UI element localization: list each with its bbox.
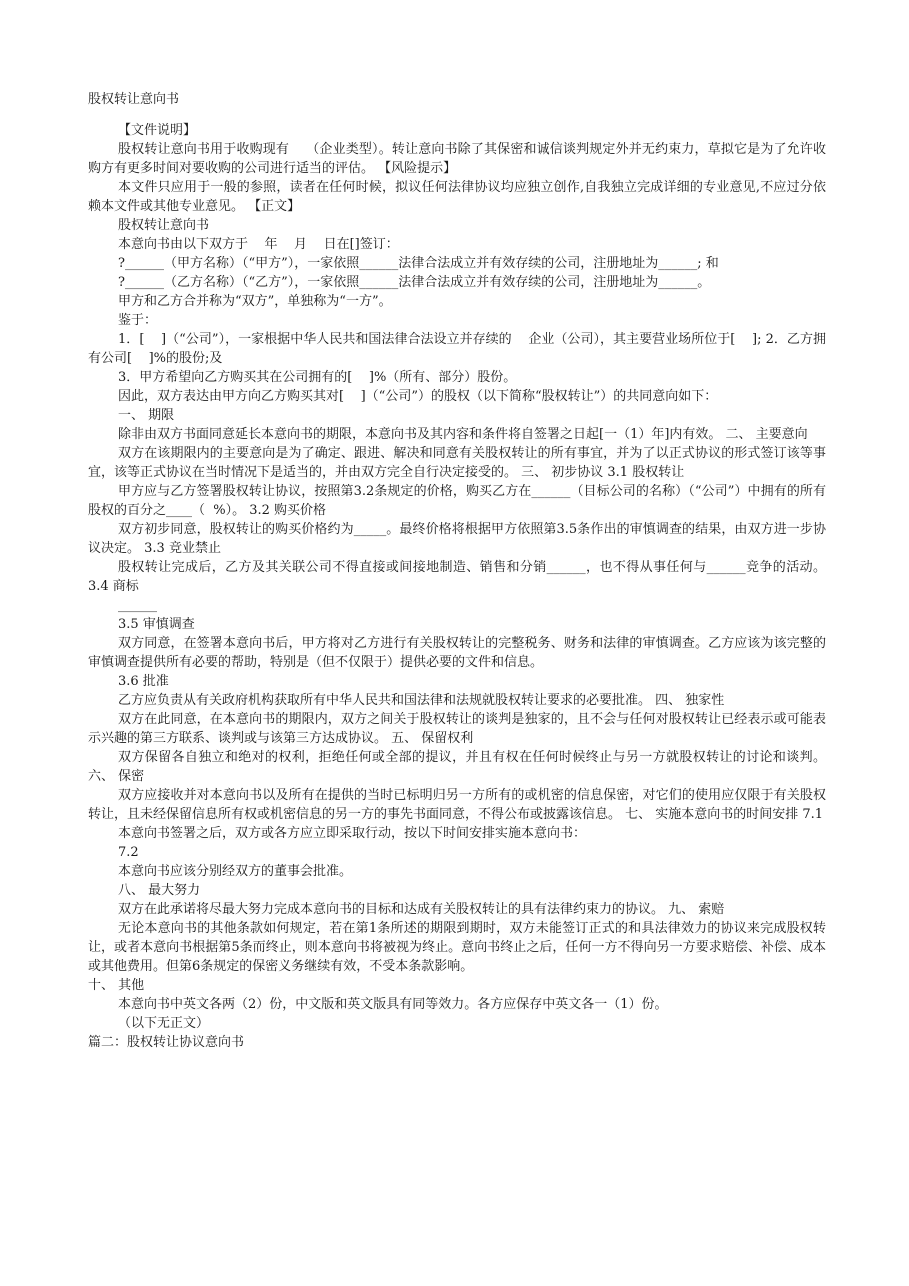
paragraph: 双方保留各自独立和绝对的权利，拒绝任何或全部的提议，并且有权在任何时候终止与另一方就股权转让的讨论和谈判。 六、 保密 <box>88 750 831 784</box>
document-title: 股权转让意向书 <box>88 92 180 107</box>
paragraph: 本意向书签署之后，双方或各方应立即采取行动，按以下时间安排实施本意向书： <box>118 826 587 841</box>
paragraph: 甲方和乙方合并称为“双方”，单独称为“一方”。 <box>118 294 392 309</box>
paragraph: 八、 最大努力 <box>118 883 201 898</box>
paragraph: 本意向书由以下双方于 年 月 日在[]签订： <box>118 237 399 252</box>
paragraph: 本文件只应用于一般的参照，读者在任何时候，拟议任何法律协议均应独立创作,自我独立完成详细的专业意见,不应过分依赖本文件或其他专业意见。 【正文】 <box>88 180 826 214</box>
paragraph: （以下无正文） <box>118 1016 210 1031</box>
paragraph: 双方在此同意，在本意向书的期限内，双方之间关于股权转让的谈判是独家的，且不会与任何对股权转让已经表示或可能表示兴趣的第三方联系、谈判或与该第三方达成协议。 五、 保留权利 <box>88 712 826 746</box>
paragraph: ?______（甲方名称）（“甲方”），一家依照______法律合法成立并有效存续的公司，注册地址为______; 和 <box>118 256 719 271</box>
paragraph: ?______（乙方名称）（“乙方”），一家依照______法律合法成立并有效存续的公司，注册地址为______。 <box>118 275 711 290</box>
paragraph: 十、 其他 <box>88 978 145 993</box>
paragraph: 乙方应负责从有关政府机构获取所有中华人民共和国法律和法规就股权转让要求的必要批准。 四、 独家性 <box>118 693 725 708</box>
paragraph: 股权转让意向书用于收购现有 （企业类型）。转让意向书除了其保密和诚信谈判规定外并无约束力，草拟它是为了允许收购方有更多时间对要收购的公司进行适当的评估。 【风险提示】 <box>88 142 826 176</box>
paragraph: 【文件说明】 <box>118 123 197 138</box>
paragraph: 无论本意向书的其他条款如何规定，若在第1条所述的期限到期时，双方未能签订正式的和具法律效力的协议来完成股权转让，或者本意向书根据第5条而终止，则本意向书将被视为终止。意向书终止之后，任何一方不得向另一方要求赔偿、补偿、成本或其他费用。但第6条规定的保密义务继续有效，不受本条款影响。 <box>88 921 826 974</box>
document-body <box>88 121 831 1052</box>
paragraph: 双方同意，在签署本意向书后，甲方将对乙方进行有关股权转让的完整税务、财务和法律的审慎调查。乙方应该为该完整的审慎调查提供所有必要的帮助，特别是（但不仅限于）提供必要的文件和信息。 <box>88 636 826 670</box>
paragraph: 鉴于： <box>118 313 158 328</box>
paragraph: 篇二：股权转让协议意向书 <box>88 1035 245 1050</box>
paragraph: 双方初步同意，股权转让的购买价格约为_____。最终价格将根据甲方依照第3.5条作出的审慎调查的结果，由双方进一步协议决定。 3.3 竞业禁止 <box>88 522 826 556</box>
paragraph: 甲方应与乙方签署股权转让协议，按照第3.2条规定的价格，购买乙方在______（目标公司的名称）（“公司”）中拥有的所有股权的百分之____（ %）。 3.2 购买价格 <box>88 484 826 518</box>
paragraph: 股权转让完成后，乙方及其关联公司不得直接或间接地制造、销售和分销______，也不得从事任何与______竞争的活动。 3.4 商标 <box>88 560 831 594</box>
paragraph: 3.5 审慎调查 <box>118 617 195 632</box>
paragraph: 股权转让意向书 <box>118 218 210 233</box>
paragraph: 双方在此承诺将尽最大努力完成本意向书的目标和达成有关股权转让的具有法律约束力的协议。 九、 索赔 <box>118 902 725 917</box>
paragraph: 除非由双方书面同意延长本意向书的期限，本意向书及其内容和条件将自签署之日起[一（1）年]内有效。 二、 主要意向 <box>118 427 808 442</box>
paragraph: 因此，双方表达由甲方向乙方购买其对[ ]（“公司”）的股权（以下简称“股权转让”）的共同意向如下： <box>118 389 718 404</box>
paragraph: 双方在该期限内的主要意向是为了确定、跟进、解决和同意有关股权转让的所有事宜，并为了以正式协议的形式签订该等事宜，该等正式协议在当时情况下是适当的，并由双方完全自行决定接受的。 三、 初步协议 3.1 股权转让 <box>88 446 826 480</box>
paragraph: 7.2 <box>118 845 139 860</box>
paragraph: 本意向书中英文各两（2）份，中文版和英文版具有同等效力。各方应保存中英文各一（1）份。 <box>118 997 668 1012</box>
paragraph: 本意向书应该分别经双方的董事会批准。 <box>118 864 353 879</box>
paragraph: 一、 期限 <box>118 408 175 423</box>
paragraph: 3.6 批准 <box>118 674 169 689</box>
paragraph: 双方应接收并对本意向书以及所有在提供的当时已标明归另一方所有的或机密的信息保密，对它们的使用应仅限于有关股权转让，且未经保留信息所有权或机密信息的另一方的事先书面同意，不得公布或披露该信息。 七、 实施本意向书的时间安排 7.1 <box>88 788 826 822</box>
paragraph: 1．[ ]（“公司”），一家根据中华人民共和国法律合法设立并存续的 企业（公司），其主要营业场所位于[ ]; 2．乙方拥有公司[ ]%的股份;及 <box>88 332 826 366</box>
paragraph: 3．甲方希望向乙方购买其在公司拥有的[ ]%（所有、部分）股份。 <box>118 370 517 385</box>
paragraph: ______ <box>118 598 157 613</box>
